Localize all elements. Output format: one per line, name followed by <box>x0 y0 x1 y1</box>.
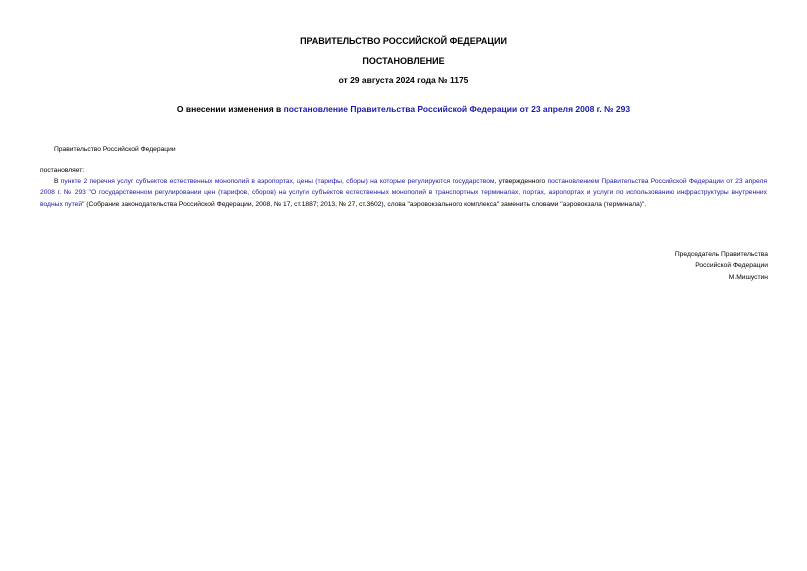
paragraph-text-part: В <box>54 178 61 185</box>
paragraph-text-part: " (Собрание законодательства Российской Федерации, 2008, № 17, ст.1887; 2013, № 27, ст.3602), слова "аэровокзального комплекса" заменить словами "аэровокзала (терминала)". <box>82 200 647 208</box>
issuer-text: Правительство Российской Федерации <box>54 146 176 153</box>
signature-position: Председатель Правительства <box>674 251 768 258</box>
title-prefix: О внесении изменения в <box>176 104 284 114</box>
signature-name: М.Мишустин <box>728 273 768 281</box>
signature-organization: Российской Федерации <box>695 262 768 270</box>
government-heading: ПРАВИТЕЛЬСТВО РОССИЙСКОЙ ФЕДЕРАЦИИ <box>300 36 507 46</box>
resolves-text: постановляет: <box>40 167 85 174</box>
resolution-link[interactable]: постановлением Правительства Российской Федерации от 23 апреля 2008 г. № 293 "О государственном регулировании цен (тарифов, сборов) на услуги субъектов естественных монополий в транспортных терминалах, портах, аэропортах и услуги по использованию инфраструктуры внутренних водных путей <box>40 178 767 208</box>
signature-block <box>675 249 768 283</box>
paragraph-text-part: , утвержденного <box>494 178 548 185</box>
document-date-number: от 29 августа 2024 года № 1175 <box>338 75 469 85</box>
list-item-link[interactable]: пункте 2 перечня услуг субъектов естественных монополий в аэропортах, цены (тарифы, сборы) на которые регулируются государством <box>60 178 495 185</box>
document-type: ПОСТАНОВЛЕНИЕ <box>362 56 445 66</box>
title-link[interactable]: постановление Правительства Российской Федерации от 23 апреля 2008 г. № 293 <box>283 104 631 114</box>
document-title <box>0 104 807 114</box>
paragraph-1 <box>40 176 767 210</box>
